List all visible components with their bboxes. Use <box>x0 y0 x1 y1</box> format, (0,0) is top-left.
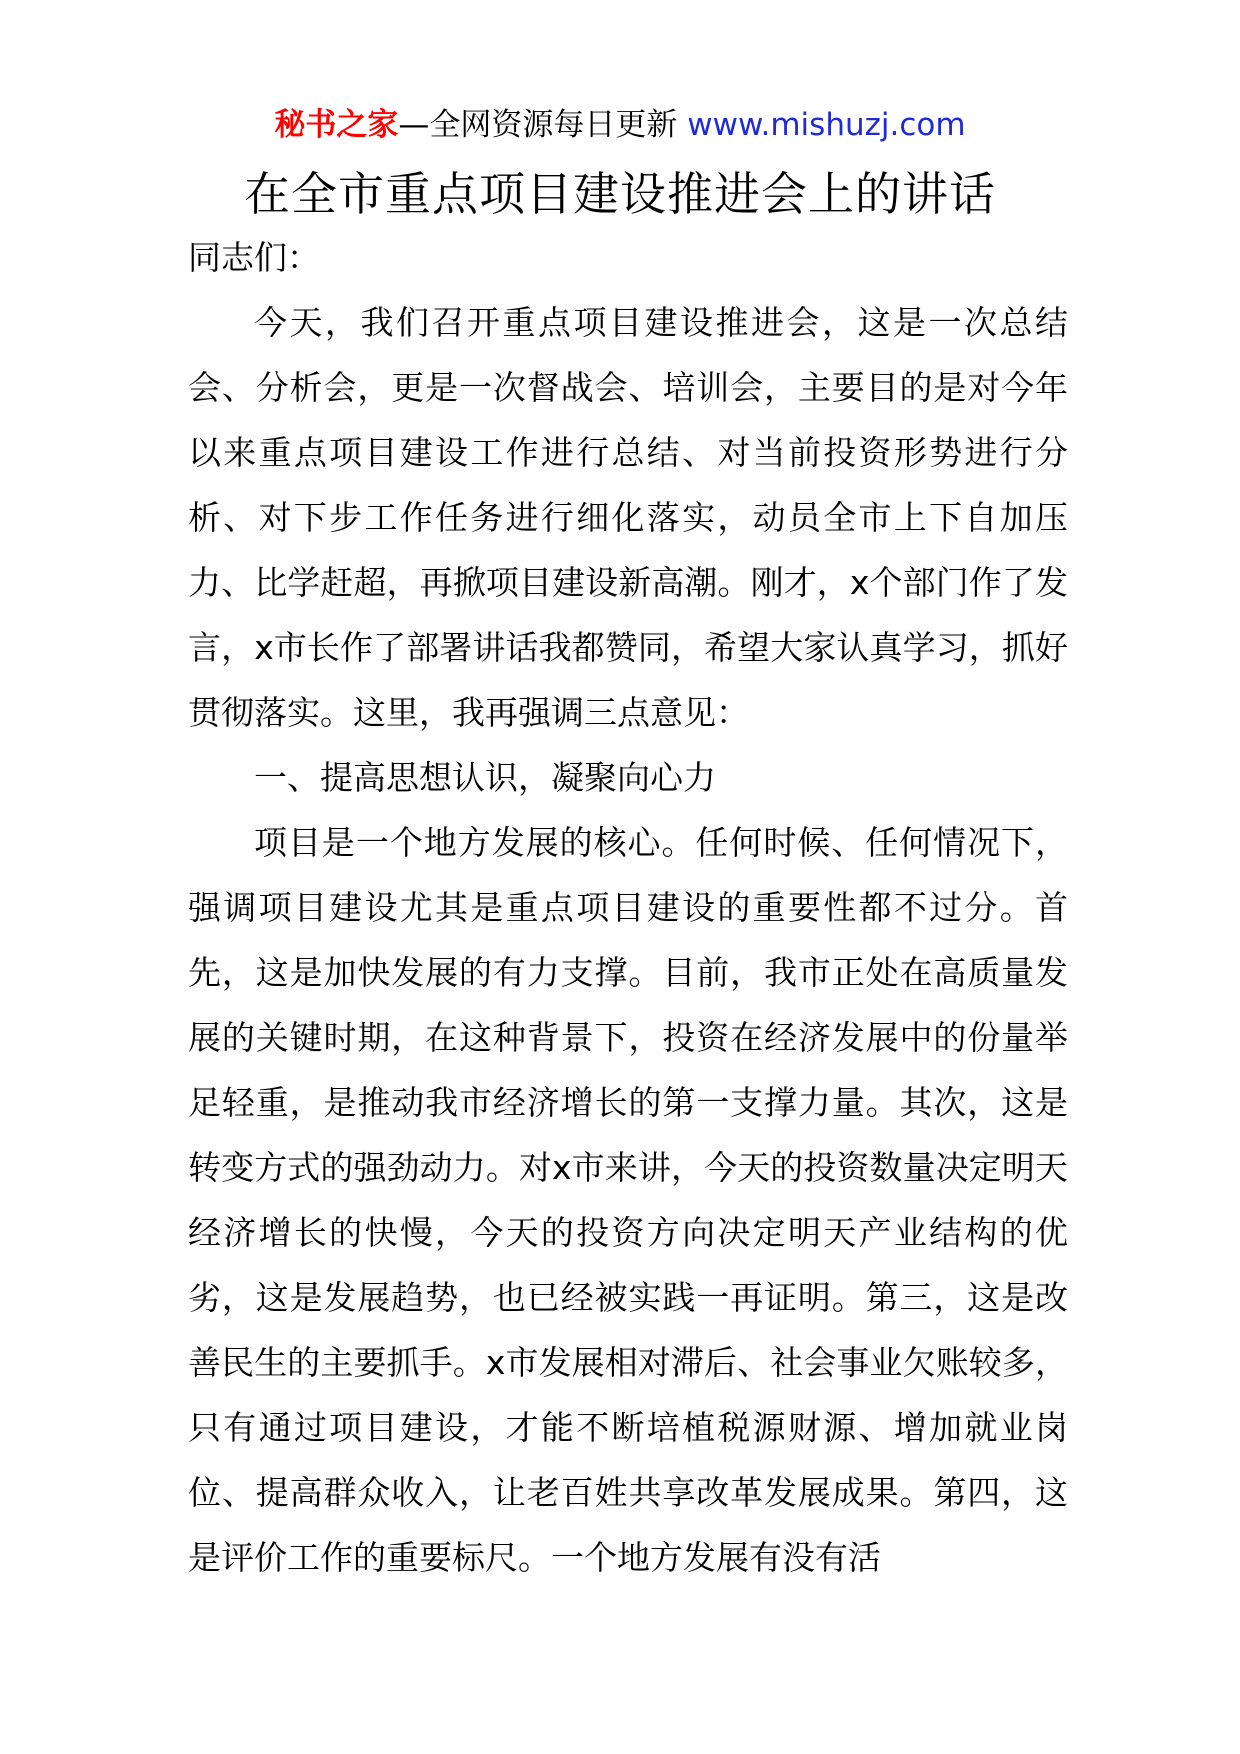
site-url[interactable]: www.mishuzj.com <box>687 107 966 143</box>
document-body <box>188 225 1068 1590</box>
paragraph-intro: 今天，我们召开重点项目建设推进会，这是一次总结会、分析会，更是一次督战会、培训会，主要目的是对今年以来重点项目建设工作进行总结、对当前投资形势进行分析、对下步工作任务进行细化落实，动员全市上下自加压力、比学赶超，再掀项目建设新高潮。刚才，x个部门作了发言，x市长作了部署讲话我都赞同，希望大家认真学习，抓好贯彻落实。这里，我再强调三点意见： <box>188 303 1068 732</box>
site-header <box>0 103 1240 147</box>
salutation: 同志们： <box>188 238 320 277</box>
document-title: 在全市重点项目建设推进会上的讲话 <box>244 167 996 221</box>
brand-name: 秘书之家 <box>274 107 399 143</box>
header-slogan: —全网资源每日更新 <box>398 107 688 143</box>
section-heading-1: 一、提高思想认识，凝聚向心力 <box>254 758 716 797</box>
paragraph-section-1: 项目是一个地方发展的核心。任何时候、任何情况下，强调项目建设尤其是重点项目建设的重要性都不过分。首先，这是加快发展的有力支撑。目前，我市正处在高质量发展的关键时期，在这种背景下，投资在经济发展中的份量举足轻重，是推动我市经济增长的第一支撑力量。其次，这是转变方式的强劲动力。对x市来讲，今天的投资数量决定明天经济增长的快慢，今天的投资方向决定明天产业结构的优劣，这是发展趋势，也已经被实践一再证明。第三，这是改善民生的主要抓手。x市发展相对滞后、社会事业欠账较多，只有通过项目建设，才能不断培植税源财源、增加就业岗位、提高群众收入，让老百姓共享改革发展成果。第四，这是评价工作的重要标尺。一个地方发展有没有活 <box>188 823 1068 1577</box>
